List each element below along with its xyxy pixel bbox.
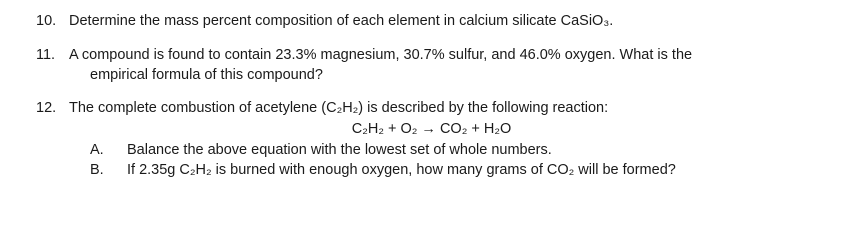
- question-number: 10.: [36, 13, 57, 29]
- part-text: Balance the above equation with the lowest set of whole numbers.: [127, 142, 552, 158]
- chemical-equation: C₂H₂ + O₂ → CO₂ + H₂O: [351, 121, 512, 137]
- question-text: The complete combustion of acetylene (C₂H₂) is described by the following reaction:: [69, 100, 609, 116]
- question-text: A compound is found to contain 23.3% magnesium, 30.7% sulfur, and 46.0% oxygen. What is the: [69, 47, 693, 63]
- part-label: B.: [90, 162, 104, 178]
- part-text: If 2.35g C₂H₂ is burned with enough oxygen, how many grams of CO₂ will be formed?: [127, 162, 676, 178]
- part-label: A.: [90, 142, 104, 158]
- question-number: 12.: [36, 100, 57, 116]
- question-text: Determine the mass percent composition of each element in calcium silicate CaSiO₃.: [69, 13, 614, 29]
- question-number: 11.: [36, 47, 56, 63]
- question-text-line2: empirical formula of this compound?: [90, 67, 323, 83]
